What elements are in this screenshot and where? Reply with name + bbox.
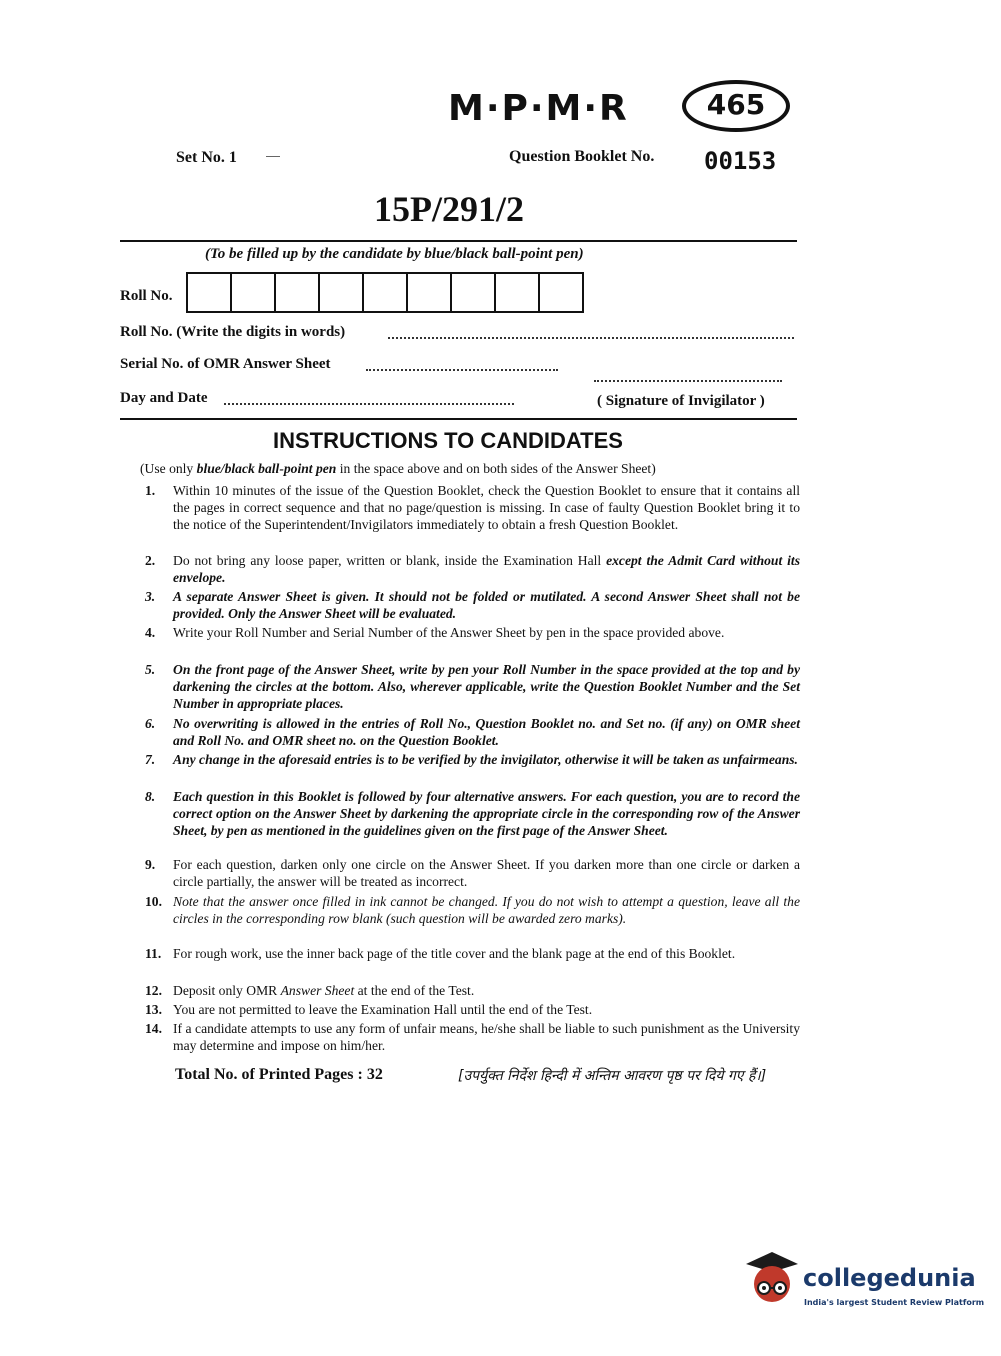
- brand-tagline: India's largest Student Review Platform: [804, 1298, 985, 1307]
- intro-text: (Use only: [140, 461, 197, 476]
- instruction-item-13: [145, 1001, 800, 1018]
- item-number: 6.: [145, 716, 156, 731]
- roll-box[interactable]: [450, 272, 496, 313]
- item-text: Any change in the aforesaid entries is to be verified by the invigilator, otherwise it will be taken as unfairmeans.: [173, 752, 798, 767]
- roll-box[interactable]: [186, 272, 232, 313]
- roll-no-label: Roll No.: [120, 288, 173, 304]
- item-number: 9.: [145, 857, 156, 872]
- item-text-emphasis: Answer Sheet: [280, 983, 355, 998]
- item-text: If a candidate attempts to use any form of unfair means, he/she shall be liable to such punishment as the University may determine and impose on him/her.: [173, 1021, 800, 1053]
- instructions-heading: INSTRUCTIONS TO CANDIDATES: [273, 428, 623, 453]
- item-text: For each question, darken only one circle on the Answer Sheet. If you darken more than one circle or darken a circle partially, the answer will be treated as incorrect.: [173, 857, 800, 889]
- item-text: Note that the answer once filled in ink cannot be changed. If you do not wish to attempt a question, leave all the circles in the corresponding row blank (such question will be awarded zero marks).: [173, 894, 800, 926]
- item-number: 14.: [145, 1021, 162, 1036]
- instructions-intro: [140, 461, 656, 477]
- set-number: Set No. 1: [176, 149, 237, 166]
- item-text: For rough work, use the inner back page of the title cover and the blank page at the end of this Booklet.: [173, 946, 736, 961]
- divider-bottom: [120, 418, 797, 420]
- item-number: 5.: [145, 662, 156, 677]
- instruction-item-11: [145, 945, 800, 962]
- item-text: Within 10 minutes of the issue of the Question Booklet, check the Question Booklet to ensure that it contains all the pages in correct sequence and that no page/question is missing. In case of faulty Question Booklet bring it to the notice of the Superintendent/Invigilators immediately to obtain a fresh Question Booklet.: [173, 483, 800, 532]
- instruction-item-2: [145, 552, 800, 586]
- item-number: 10.: [145, 894, 162, 909]
- instruction-item-6: [145, 715, 800, 749]
- item-number: 8.: [145, 789, 156, 804]
- total-pages: Total No. of Printed Pages : 32: [175, 1066, 383, 1083]
- roll-box[interactable]: [406, 272, 452, 313]
- item-text-emphasis: except the Admit Card without its envelope.: [173, 553, 800, 585]
- handwritten-code: 465: [682, 80, 790, 132]
- instruction-item-7: [145, 751, 800, 768]
- roll-words-line[interactable]: [388, 337, 794, 339]
- omr-serial-line[interactable]: [366, 369, 558, 371]
- collegedunia-mascot-icon: [742, 1250, 800, 1310]
- handwritten-title: M·P·M·R: [448, 88, 629, 129]
- instruction-item-8: [145, 788, 800, 839]
- item-text: You are not permitted to leave the Examination Hall until the end of the Test.: [173, 1002, 593, 1017]
- instruction-item-14: [145, 1020, 800, 1054]
- item-text: Do not bring any loose paper, written or blank, inside the Examination Hall: [173, 553, 607, 568]
- item-number: 1.: [145, 483, 156, 498]
- set-dash: [266, 156, 280, 157]
- roll-box[interactable]: [230, 272, 276, 313]
- item-number: 4.: [145, 625, 156, 640]
- divider-top: [120, 240, 797, 242]
- item-number: 13.: [145, 1002, 162, 1017]
- form-note: (To be filled up by the candidate by blue/black ball-point pen): [205, 246, 584, 262]
- instruction-item-10: [145, 893, 800, 927]
- item-number: 3.: [145, 589, 156, 604]
- roll-no-boxes[interactable]: [188, 272, 584, 313]
- item-number: 2.: [145, 553, 156, 568]
- day-date-line[interactable]: [224, 403, 514, 405]
- intro-text-end: in the space above and on both sides of the Answer Sheet): [336, 461, 656, 476]
- item-number: 12.: [145, 983, 162, 998]
- instruction-item-9: [145, 856, 800, 890]
- instruction-item-5: [145, 661, 800, 712]
- paper-code: 15P/291/2: [374, 189, 524, 229]
- day-date-label: Day and Date: [120, 390, 208, 406]
- hindi-note: [उपर्युक्त निर्देश हिन्दी में अन्तिम आवरण पृष्ठ पर दिये गए हैं।]: [458, 1068, 767, 1084]
- item-text: Each question in this Booklet is followed by four alternative answers. For each question, you are to record the correct option on the Answer Sheet by darkening the appropriate circle in the corresponding row of the Answer Sheet, by pen as mentioned in the guidelines given on the first page of the Answer Sheet.: [173, 789, 800, 838]
- item-text: A separate Answer Sheet is given. It should not be folded or mutilated. A second Answer Sheet shall not be provided. Only the Answer Sheet will be evaluated.: [173, 589, 800, 621]
- instruction-item-12: [145, 982, 800, 999]
- item-text: No overwriting is allowed in the entries of Roll No., Question Booklet no. and Set no. (if any) on OMR sheet and Roll No. and OMR sheet no. on the Question Booklet.: [173, 716, 800, 748]
- booklet-number: 00153: [704, 147, 777, 175]
- roll-box[interactable]: [318, 272, 364, 313]
- booklet-label: Question Booklet No.: [509, 148, 655, 165]
- item-text: Write your Roll Number and Serial Number of the Answer Sheet by pen in the space provided above.: [173, 625, 725, 640]
- item-text-end: at the end of the Test.: [354, 983, 475, 998]
- item-text: On the front page of the Answer Sheet, write by pen your Roll Number in the space provided at the top and by darkening the circles at the bottom. Also, wherever applicable, write the Question Booklet Number and the Set Number in appropriate places.: [173, 662, 800, 711]
- instruction-item-3: [145, 588, 800, 622]
- brand-name: collegedunia: [803, 1264, 976, 1292]
- roll-box[interactable]: [494, 272, 540, 313]
- signature-line[interactable]: [594, 380, 782, 382]
- instruction-item-4: [145, 624, 800, 641]
- roll-box[interactable]: [274, 272, 320, 313]
- roll-box[interactable]: [362, 272, 408, 313]
- item-number: 11.: [145, 946, 162, 961]
- roll-box[interactable]: [538, 272, 584, 313]
- instruction-item-1: [145, 482, 800, 533]
- omr-serial-label: Serial No. of OMR Answer Sheet: [120, 356, 331, 372]
- intro-emphasis: blue/black ball-point pen: [196, 461, 337, 476]
- item-text: Deposit only OMR: [173, 983, 281, 998]
- roll-words-label: Roll No. (Write the digits in words): [120, 324, 346, 340]
- signature-label: ( Signature of Invigilator ): [597, 393, 765, 409]
- item-number: 7.: [145, 752, 156, 767]
